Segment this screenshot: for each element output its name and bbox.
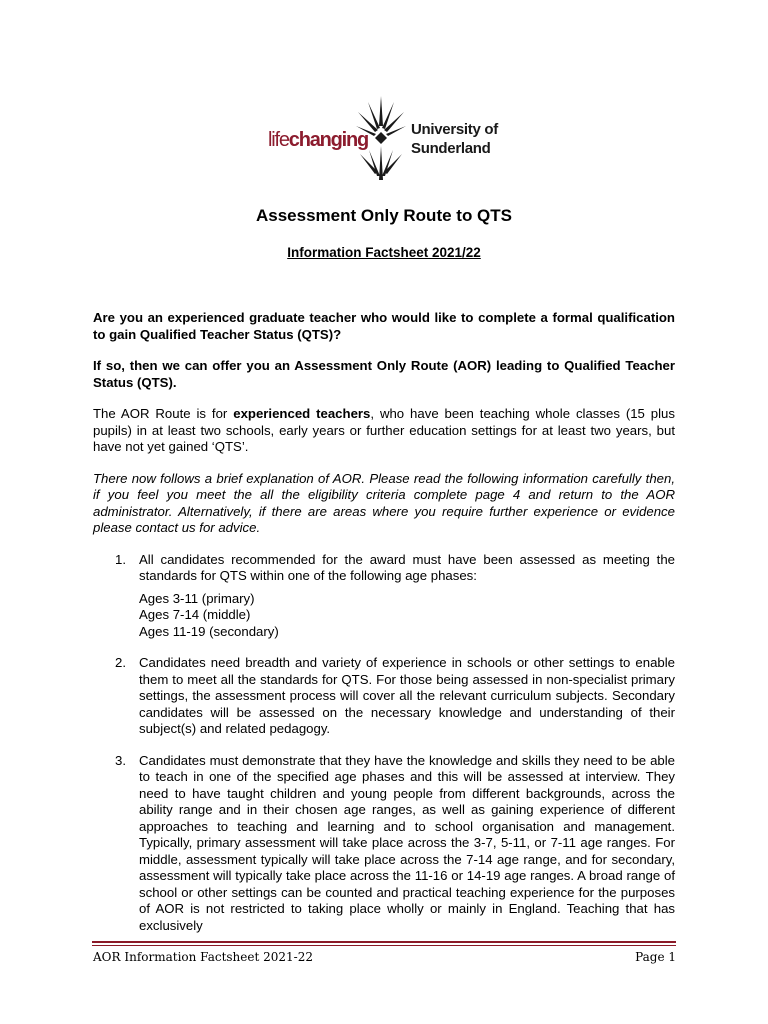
document-subtitle: Information Factsheet 2021/22 bbox=[287, 245, 481, 260]
footer-title: AOR Information Factsheet 2021-22 bbox=[93, 950, 313, 964]
list-item: 1. All candidates recommended for the award must have been assessed as meeting the standards for QTS within one of the following age phases: Ages 3-11 (primary) Ages 7-14 (middle) Ages 11-19 (secondary) bbox=[115, 551, 675, 639]
document-title: Assessment Only Route to QTS bbox=[256, 206, 512, 225]
list-item: 2. Candidates need breadth and variety of experience in schools or other settings to enable them to meet all the standards for QTS. For those being assessed in non-specialist primary settings, the assessment process will cover all the relevant curriculum subjects. Secondary candidates will be assessed on the necessary knowledge and understanding of their subject(s) and related pedagogy. bbox=[115, 655, 675, 736]
document-body bbox=[93, 310, 675, 934]
page-number: Page 1 bbox=[635, 950, 676, 964]
university-name: University of Sunderland bbox=[411, 121, 498, 157]
logo-tagline: lifechanging bbox=[268, 129, 369, 151]
footer-rule bbox=[92, 941, 676, 943]
footer-rule-thin bbox=[92, 945, 676, 946]
intro-note: There now follows a brief explanation of AOR. Please read the following information carefully then, if you feel you meet the all the eligibility criteria complete page 4 and return to the AOR administrator. Alternatively, if there are areas where you require further experience or evidence please contact us for advice. bbox=[93, 470, 675, 535]
intro-eligibility: The AOR Route is for experienced teachers, who have been teaching whole classes (15 plus pupils) in at least two schools, early years or further education settings for at least two years, but have not yet gained ‘QTS’. bbox=[93, 406, 675, 454]
sunderland-emblem-icon bbox=[356, 96, 406, 180]
criteria-list bbox=[93, 552, 675, 935]
university-logo bbox=[268, 96, 508, 182]
age-phases: Ages 3-11 (primary) Ages 7-14 (middle) Ages 11-19 (secondary) bbox=[139, 590, 279, 639]
list-item: 3. Candidates must demonstrate that they have the knowledge and skills they need to be able to teach in one of the specified age phases and this will be assessed at interview. They need to have taught children and young people from different backgrounds, across the ability range and in their chosen age ranges, as well as gaining experience of different approaches to teaching and learning and to school organisation and management. Typically, primary assessment will take place across the 3-7, 5-11, or 7-11 age ranges. For middle, assessment typically will take place across the 7-14 age range, and for secondary, assessment will typically take place across the 11-16 or 14-19 age ranges. A broad range of school or other settings can be counted and practical teaching experience for the purposes of AOR is not restricted to taking place wholly or mainly in England. Teaching that has exclusively bbox=[115, 752, 675, 933]
intro-offer: If so, then we can offer you an Assessment Only Route (AOR) leading to Qualified Teacher Status (QTS). bbox=[93, 358, 675, 390]
intro-question: Are you an experienced graduate teacher who would like to complete a formal qualification to gain Qualified Teacher Status (QTS)? bbox=[93, 310, 675, 342]
